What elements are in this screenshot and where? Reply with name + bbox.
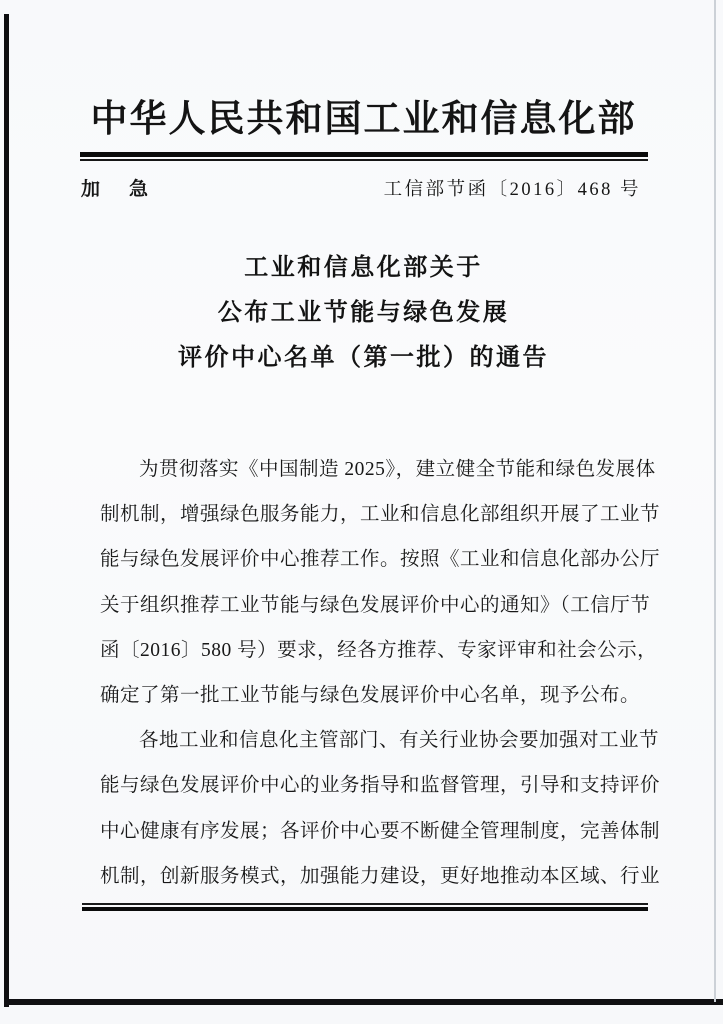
body-line: 制机制，增强绿色服务能力，工业和信息化部组织开展了工业节 — [100, 504, 661, 526]
page-foot-rule — [82, 903, 648, 911]
body-line: 关于组织推荐工业节能与绿色发展评价中心的通知》（工信厅节 — [100, 594, 651, 616]
scan-edge-right — [714, 0, 716, 1002]
body-line: 确定了第一批工业节能与绿色发展评价中心名单，现予公布。 — [100, 685, 641, 707]
masthead-rule — [80, 152, 648, 161]
body-line: 中心健康有序发展；各评价中心要不断健全管理制度，完善体制 — [100, 820, 661, 842]
scan-edge-left — [4, 14, 9, 1007]
document-title-line: 评价中心名单（第一批）的通告 — [178, 345, 549, 371]
page-foot-rule-thick-line — [82, 907, 648, 912]
document-meta-row — [81, 174, 641, 201]
body-line: 为贯彻落实《中国制造 2025》，建立健全节能和绿色发展体 — [139, 459, 656, 480]
body-line: 函〔2016〕580 号）要求，经各方推荐、专家评审和社会公示， — [100, 639, 658, 661]
document-title — [60, 246, 667, 381]
scan-edge-bottom — [4, 999, 723, 1005]
document-title-line: 公布工业节能与绿色发展 — [217, 300, 510, 326]
agency-masthead: 中华人民共和国工业和信息化部 — [90, 99, 637, 140]
body-line: 机制，创新服务模式，加强能力建设，更好地推动本区域、行业 — [100, 865, 661, 887]
body-line: 能与绿色发展评价中心推荐工作。按照《工业和信息化部办公厅 — [100, 549, 661, 571]
document-body — [100, 447, 661, 899]
urgency-label: 加 急 — [81, 179, 154, 200]
body-line: 各地工业和信息化主管部门、有关行业协会要加强对工业节 — [139, 730, 660, 752]
body-line: 能与绿色发展评价中心的业务指导和监督管理，引导和支持评价 — [100, 775, 661, 797]
document-title-line: 工业和信息化部关于 — [244, 255, 483, 281]
document-number: 工信部节函〔2016〕468 号 — [383, 180, 641, 200]
masthead-rule-thin-line — [80, 159, 648, 161]
